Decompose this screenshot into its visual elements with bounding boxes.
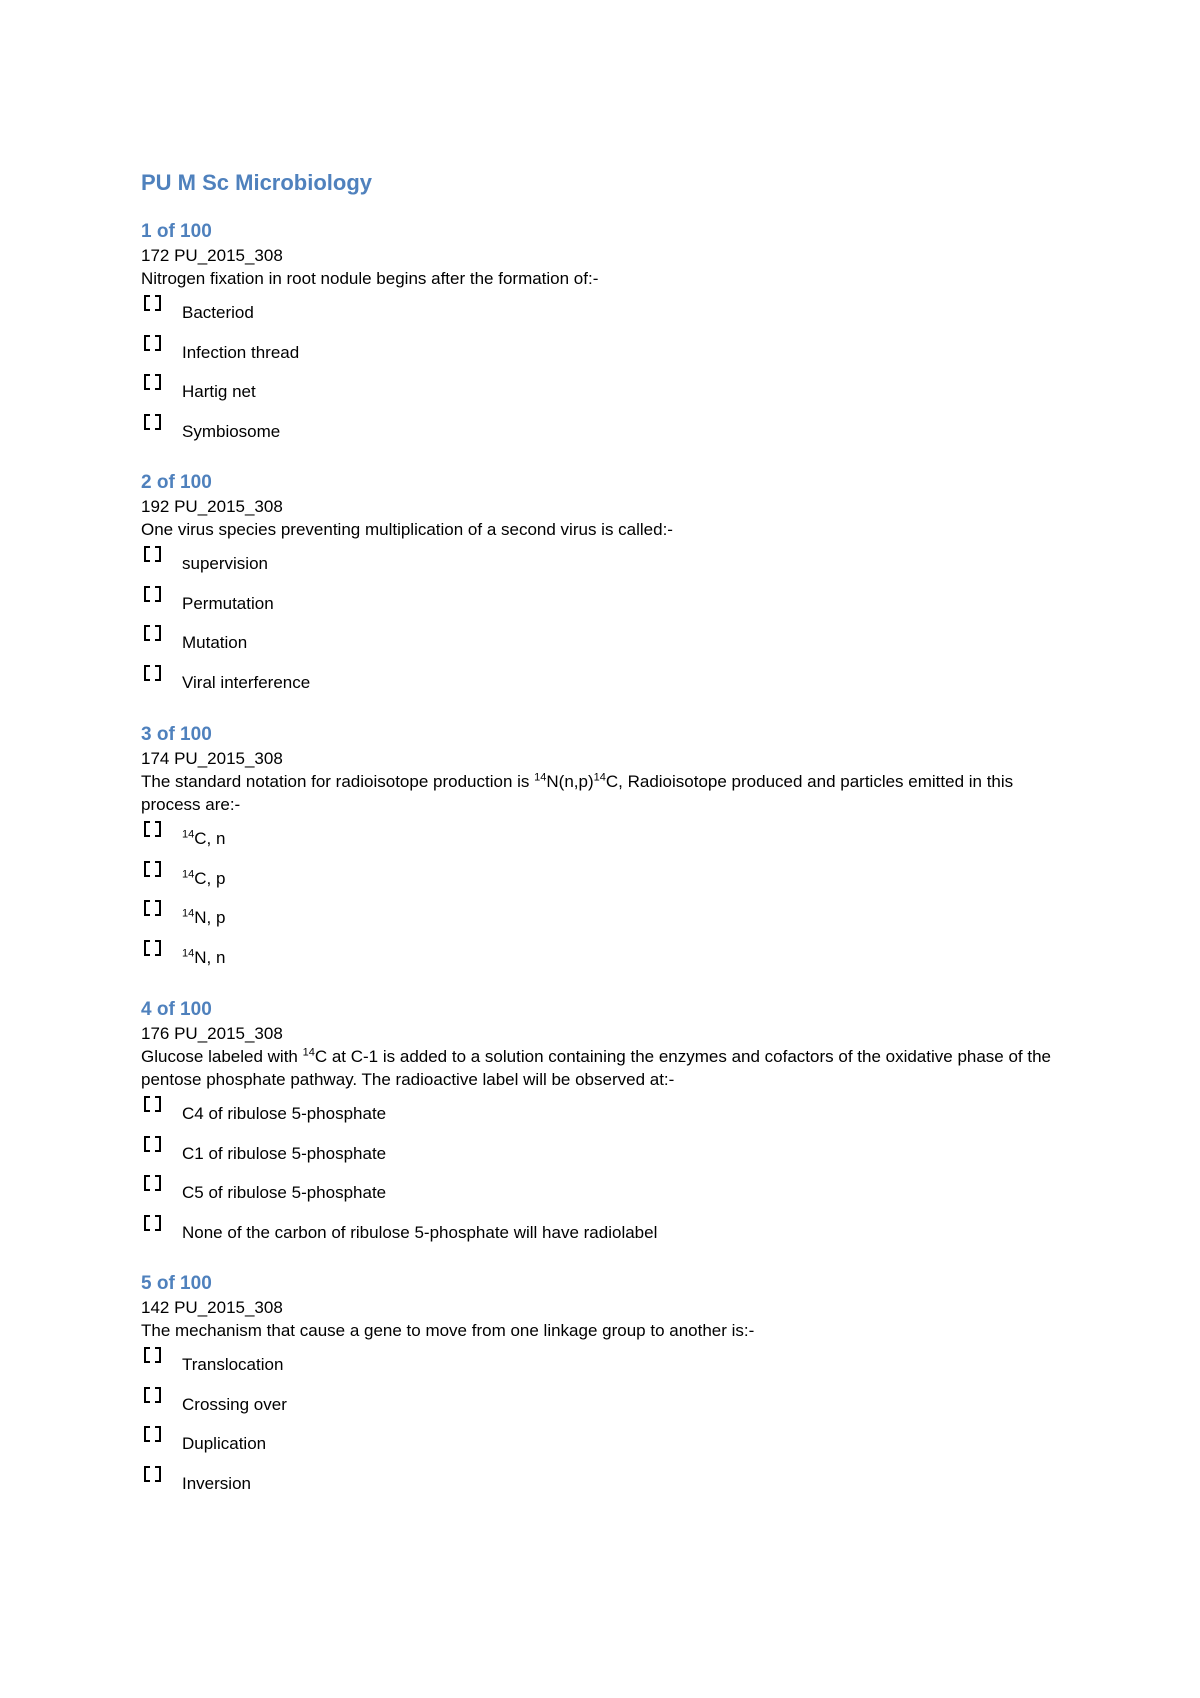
question-id: 176 PU_2015_308: [141, 1024, 283, 1043]
option-label: Translocation: [182, 1355, 284, 1374]
question-number: 4 of 100: [141, 999, 212, 1020]
checkbox-icon[interactable]: [144, 1215, 161, 1231]
option-item[interactable]: [141, 291, 1061, 331]
option-item[interactable]: [141, 542, 1061, 582]
question-id: 172 PU_2015_308: [141, 246, 283, 265]
option-label: supervision: [182, 554, 268, 573]
checkbox-icon[interactable]: [144, 546, 161, 562]
option-item[interactable]: [141, 370, 1061, 410]
option-label: C4 of ribulose 5-phosphate: [182, 1104, 387, 1123]
option-item[interactable]: [141, 1383, 1061, 1423]
question-1: [141, 220, 1061, 449]
checkbox-icon[interactable]: [144, 1426, 161, 1442]
question-id: 192 PU_2015_308: [141, 497, 283, 516]
question-3: [141, 723, 1061, 975]
option-item[interactable]: [141, 1171, 1061, 1211]
option-item[interactable]: [141, 936, 1061, 976]
option-item[interactable]: [141, 410, 1061, 450]
question-number: 5 of 100: [141, 1273, 212, 1294]
checkbox-icon[interactable]: [144, 665, 161, 681]
option-label: $^{14}$C, n: [182, 828, 226, 848]
option-label: Crossing over: [182, 1394, 287, 1414]
checkbox-icon[interactable]: [144, 414, 161, 430]
option-label: Duplication: [182, 1434, 267, 1453]
option-item[interactable]: [141, 621, 1061, 661]
option-label: Hartig net: [182, 382, 256, 401]
option-label: $^{14}$N, p: [182, 907, 226, 927]
option-item[interactable]: [141, 1422, 1061, 1462]
page-title: PU M Sc Microbiology: [141, 170, 373, 195]
question-text: One virus species preventing multiplication of a second virus is called:-: [141, 520, 673, 539]
checkbox-icon[interactable]: [144, 625, 161, 641]
option-label: Bacteriod: [182, 303, 254, 322]
question-id: 174 PU_2015_308: [141, 749, 283, 768]
question-text: Nitrogen fixation in root nodule begins after the formation of:-: [141, 269, 599, 288]
question-text: The standard notation for radioisotope production is $^{14}N(n,p)^{14}C$, Radioisotope produced and particles emitted in this process are:-: [141, 771, 1014, 814]
option-label: Infection thread: [182, 342, 300, 362]
question-number: 3 of 100: [141, 724, 212, 745]
option-label: Symbiosome: [182, 421, 281, 441]
checkbox-icon[interactable]: [144, 940, 161, 956]
option-label: $^{14}$C, p: [182, 867, 226, 888]
question-number: 2 of 100: [141, 472, 212, 493]
option-item[interactable]: [141, 1132, 1061, 1172]
checkbox-icon[interactable]: [144, 295, 161, 311]
question-2: [141, 471, 1061, 700]
option-label: C1 of ribulose 5-phosphate: [182, 1143, 387, 1163]
option-item[interactable]: [141, 1092, 1061, 1132]
question-text: Glucose labeled with $^{14}$C at C-1 is added to a solution containing the enzymes and cofactors of the oxidative phase of the pentose phosphate pathway. The radioactive label will be observed at:-: [141, 1046, 1052, 1089]
option-item[interactable]: [141, 1343, 1061, 1383]
question-4: [141, 998, 1061, 1250]
option-label: $^{14}$N, n: [182, 946, 226, 967]
option-item[interactable]: [141, 1462, 1061, 1502]
checkbox-icon[interactable]: [144, 1466, 161, 1482]
option-label: None of the carbon of ribulose 5-phosphate will have radiolabel: [182, 1222, 658, 1242]
option-label: Mutation: [182, 633, 248, 652]
option-item[interactable]: [141, 582, 1061, 622]
option-label: Inversion: [182, 1473, 251, 1493]
checkbox-icon[interactable]: [144, 1096, 161, 1112]
option-item[interactable]: [141, 896, 1061, 936]
question-number: 1 of 100: [141, 221, 212, 242]
question-text: The mechanism that cause a gene to move from one linkage group to another is:-: [141, 1321, 755, 1340]
checkbox-icon[interactable]: [144, 1136, 161, 1152]
checkbox-icon[interactable]: [144, 1175, 161, 1191]
option-label: Viral interference: [182, 672, 311, 692]
checkbox-icon[interactable]: [144, 1387, 161, 1403]
option-item[interactable]: [141, 661, 1061, 701]
option-label: C5 of ribulose 5-phosphate: [182, 1183, 387, 1202]
option-label: Permutation: [182, 593, 274, 613]
checkbox-icon[interactable]: [144, 335, 161, 351]
question-5: [141, 1272, 1061, 1501]
option-item[interactable]: [141, 817, 1061, 857]
question-id: 142 PU_2015_308: [141, 1298, 283, 1317]
option-item[interactable]: [141, 331, 1061, 371]
checkbox-icon[interactable]: [144, 1347, 161, 1363]
checkbox-icon[interactable]: [144, 861, 161, 877]
checkbox-icon[interactable]: [144, 821, 161, 837]
checkbox-icon[interactable]: [144, 374, 161, 390]
checkbox-icon[interactable]: [144, 586, 161, 602]
option-item[interactable]: [141, 1211, 1061, 1251]
checkbox-icon[interactable]: [144, 900, 161, 916]
option-item[interactable]: [141, 857, 1061, 897]
